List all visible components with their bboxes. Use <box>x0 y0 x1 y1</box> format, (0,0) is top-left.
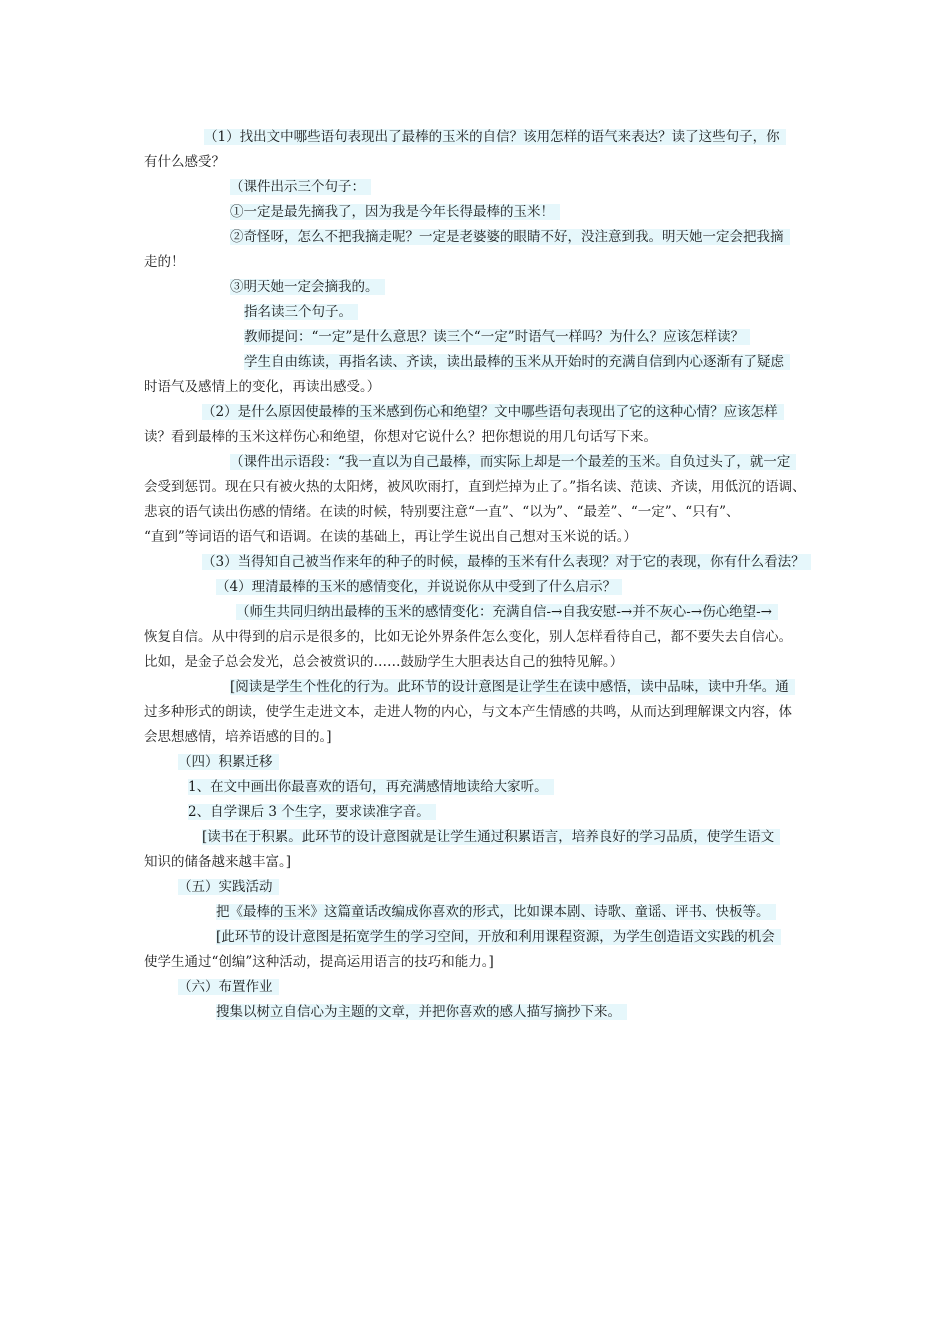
text-line <box>144 150 814 175</box>
text-line-content: 知识的储备越来越丰富。] <box>144 854 292 870</box>
text-line <box>144 300 814 325</box>
text-line <box>144 250 814 275</box>
text-line <box>144 825 814 850</box>
text-line <box>144 675 814 700</box>
text-line <box>144 925 814 950</box>
text-line-content: 2、自学课后 3 个生字，要求读准字音。 <box>188 804 436 820</box>
text-line <box>144 400 814 425</box>
text-line-content: 恢复自信。从中得到的启示是很多的，比如无论外界条件怎么变化，别人怎样看待自己，都不要失去自信心。 <box>144 629 792 645</box>
text-line <box>144 450 814 475</box>
text-line <box>144 650 814 675</box>
text-line <box>144 1000 814 1025</box>
text-line-content: 指名读三个句子。 <box>244 304 358 320</box>
text-line <box>144 525 814 550</box>
text-line-content: （四）积累迁移 <box>178 754 279 770</box>
text-line-content: 学生自由练读，再指名读、齐读，读出最棒的玉米从开始时的充满自信到内心逐渐有了疑虑 <box>244 354 790 370</box>
text-line <box>144 475 814 500</box>
text-line <box>144 225 814 250</box>
text-line-content: 1、在文中画出你最喜欢的语句，再充满感情地读给大家听。 <box>188 779 554 795</box>
text-line <box>144 350 814 375</box>
text-line-content: （3）当得知自己被当作来年的种子的时候，最棒的玉米有什么表现？对于它的表现，你有什么看法？ <box>202 554 811 570</box>
text-line-content: （课件出示三个句子： <box>230 179 371 195</box>
text-line <box>144 975 814 1000</box>
text-line-content: ③明天她一定会摘我的。 <box>230 279 385 295</box>
text-line <box>144 550 814 575</box>
text-line-content: （师生共同归纳出最棒的玉米的感情变化：充满自信-→自我安慰-→并不灰心-→伤心绝望-→ <box>236 604 778 620</box>
text-line-content: 悲哀的语气读出伤感的情绪。在读的时候，特别要注意“一直”、“以为”、“最差”、“一定”、“只有”、 <box>144 504 740 520</box>
text-line-content: （1）找出文中哪些语句表现出了最棒的玉米的自信？该用怎样的语气来表达？读了这些句子，你 <box>204 129 786 145</box>
text-line-content: 比如，是金子总会发光，总会被赏识的……鼓励学生大胆表达自己的独特见解。） <box>144 654 624 670</box>
text-line <box>144 325 814 350</box>
text-line <box>144 600 814 625</box>
text-line <box>144 875 814 900</box>
text-line-content: 把《最棒的玉米》这篇童话改编成你喜欢的形式，比如课本剧、诗歌、童谣、评书、快板等。 <box>216 904 776 920</box>
text-line-content: “直到”等词语的语气和语调。在读的基础上，再让学生说出自己想对玉米说的话。） <box>144 529 638 545</box>
text-line-content: 搜集以树立自信心为主题的文章，并把你喜欢的感人描写摘抄下来。 <box>216 1004 627 1020</box>
text-line-content: [此环节的设计意图是拓宽学生的学习空间，开放和利用课程资源，为学生创造语文实践的机会 <box>216 929 781 945</box>
text-line-content: [阅读是学生个性化的行为。此环节的设计意图是让学生在读中感悟，读中品味，读中升华。通 <box>230 679 795 695</box>
text-line <box>144 375 814 400</box>
text-line-content: ②奇怪呀，怎么不把我摘走呢？一定是老婆婆的眼睛不好，没注意到我。明天她一定会把我摘 <box>230 229 790 245</box>
text-line <box>144 625 814 650</box>
text-line <box>144 500 814 525</box>
text-line-content: 过多种形式的朗读，使学生走进文本，走进人物的内心，与文本产生情感的共鸣，从而达到理解课文内容，体 <box>144 704 792 720</box>
text-line-content: （2）是什么原因使最棒的玉米感到伤心和绝望？文中哪些语句表现出了它的这种心情？应该怎样 <box>202 404 784 420</box>
text-line <box>144 900 814 925</box>
text-line <box>144 750 814 775</box>
text-line <box>144 125 814 150</box>
text-line-content: 使学生通过“创编”这种活动，提高运用语言的技巧和能力。] <box>144 954 494 970</box>
text-line-content: 时语气及感情上的变化，再读出感受。） <box>144 379 381 395</box>
text-line-content: [读书在于积累。此环节的设计意图就是让学生通过积累语言，培养良好的学习品质，使学生语文 <box>202 829 780 845</box>
text-line-content: （4）理清最棒的玉米的感情变化，并说说你从中受到了什么启示？ <box>216 579 622 595</box>
text-line <box>144 575 814 600</box>
text-line <box>144 725 814 750</box>
text-line-content: 会思想感情，培养语感的目的。] <box>144 729 332 745</box>
text-line <box>144 700 814 725</box>
text-line-content: 有什么感受？ <box>144 154 225 170</box>
text-line <box>144 175 814 200</box>
text-line <box>144 425 814 450</box>
text-line-content: 会受到惩罚。现在只有被火热的太阳烤，被风吹雨打，直到烂掉为止了。”指名读、范读、齐读，用低沉的语调、 <box>144 479 806 495</box>
text-line <box>144 775 814 800</box>
text-line-content: 走的！ <box>144 254 185 270</box>
text-line-content: 教师提问：“一定”是什么意思？读三个“一定”时语气一样吗？为什么？应该怎样读？ <box>244 329 750 345</box>
text-line-content: （五）实践活动 <box>178 879 279 895</box>
text-line <box>144 850 814 875</box>
document-page <box>144 125 814 1025</box>
text-line <box>144 950 814 975</box>
text-line-content: 读？看到最棒的玉米这样伤心和绝望，你想对它说什么？把你想说的用几句话写下来。 <box>144 429 657 445</box>
text-line-content: （课件出示语段：“我一直以为自己最棒，而实际上却是一个最差的玉米。自负过头了，就一定 <box>230 454 796 470</box>
text-line-content: ①一定是最先摘我了，因为我是今年长得最棒的玉米！ <box>230 204 560 220</box>
document-body <box>144 125 814 1025</box>
text-line <box>144 275 814 300</box>
text-line <box>144 800 814 825</box>
text-line-content: （六）布置作业 <box>178 979 279 995</box>
text-line <box>144 200 814 225</box>
